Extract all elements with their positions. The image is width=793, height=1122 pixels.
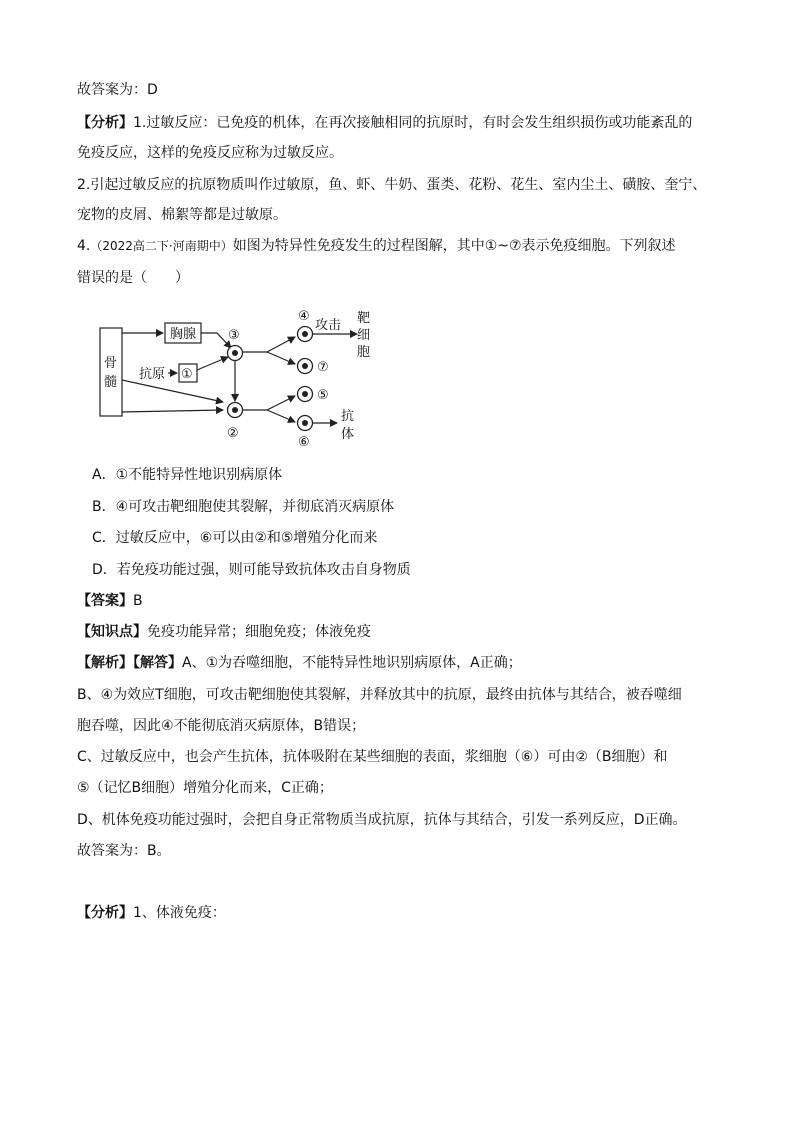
solution-a: A、①为吞噬细胞，不能特异性地识别病原体，A正确；: [182, 655, 522, 671]
option-b: B．④可攻击靶细胞使其裂解，并彻底消灭病原体: [92, 499, 395, 515]
bone-marrow-label-2: 髓: [104, 375, 118, 390]
cell-1-label: ①: [181, 367, 193, 382]
analysis-tag: 【分析】: [77, 115, 133, 131]
prev-analysis-line: [77, 113, 692, 133]
question-source: （2022高二下·河南期中）: [90, 239, 233, 253]
final-answer-line: 故答案为：B。: [77, 843, 171, 859]
knowledge-point-text: 免疫功能异常；细胞免疫；体液免疫: [147, 624, 371, 640]
analysis-line-b2: 胞吞噬，因此④不能彻底消灭病原体，B错误；: [77, 718, 366, 734]
analysis-line-4: 宠物的皮屑、棉絮等都是过敏原。: [77, 207, 287, 223]
prev-answer-line: 故答案为：D: [77, 82, 158, 98]
thymus-label: 胸腺: [170, 327, 197, 342]
bone-marrow-box: [100, 328, 122, 416]
answer-tag: 【答案】: [77, 593, 133, 609]
cell-4: [298, 327, 313, 342]
knowledge-point-tag: 【知识点】: [77, 624, 147, 640]
cell-7: [298, 359, 313, 374]
cell-2-label: ②: [227, 426, 239, 441]
antibody-label-1: 抗: [341, 409, 355, 424]
cell-7-label: ⑦: [317, 360, 329, 375]
cell-6-label: ⑥: [298, 435, 310, 450]
analysis-line-d: D、机体免疫功能过强时，会把自身正常物质当成抗原，抗体与其结合，引发一系列反应，D正确。: [77, 812, 687, 828]
target-cell-label-1: 靶: [357, 311, 371, 326]
antigen-label: 抗原: [139, 367, 166, 382]
next-analysis-text: 1、体液免疫：: [133, 905, 226, 921]
next-analysis-tag: 【分析】: [77, 905, 133, 921]
knowledge-point-line: [77, 622, 371, 642]
cell-4-label: ④: [298, 309, 310, 324]
analysis-line-2: 免疫反应，这样的免疫反应称为过敏反应。: [77, 145, 343, 161]
analysis-line-b1: B、④为效应T细胞，可攻击靶细胞使其裂解，并释放其中的抗原，最终由抗体与其结合，被吞噬细: [77, 687, 682, 703]
cell-6: [298, 416, 313, 431]
bone-marrow-label-1: 骨: [104, 356, 118, 371]
cell-3-label: ③: [228, 328, 240, 343]
question-number: 4.: [77, 238, 91, 254]
solution-tag: 【解析】【解答】: [77, 655, 182, 671]
target-cell-label-3: 胞: [357, 345, 371, 360]
antibody-label-2: 体: [341, 427, 355, 442]
analysis-line-c1: C、过敏反应中，也会产生抗体，抗体吸附在某些细胞的表面，浆细胞（⑥）可由②（B细胞）和: [77, 749, 668, 765]
analysis-line-c2: ⑤（记忆B细胞）增殖分化而来，C正确；: [77, 780, 333, 796]
question-text: 如图为特异性免疫发生的过程图解，其中①~⑦表示免疫细胞。下列叙述: [232, 238, 676, 254]
option-d: D．若免疫功能过强，则可能导致抗体攻击自身物质: [92, 562, 411, 578]
option-a: A．①不能特异性地识别病原体: [92, 467, 283, 483]
question-stem: [77, 236, 676, 256]
answer-value: B: [133, 593, 143, 609]
target-cell-label-2: 细: [357, 328, 371, 343]
attack-label: 攻击: [315, 318, 342, 333]
analysis-text: 1.过敏反应：已免疫的机体，在再次接触相同的抗原时，有时会发生组织损伤或功能紊乱的: [133, 115, 693, 131]
cell-5-label: ⑤: [317, 388, 329, 403]
cell-3: [228, 346, 243, 361]
answer-line: [77, 591, 143, 611]
analysis-line-a: [77, 653, 522, 673]
option-c: C．过敏反应中，⑥可以由②和⑤增殖分化而来: [92, 530, 378, 546]
immune-diagram: [95, 300, 385, 460]
question-stem-line2: 错误的是（ ）: [77, 270, 189, 286]
analysis-line-3: 2.引起过敏反应的抗原物质叫作过敏原，鱼、虾、牛奶、蛋类、花粉、花生、室内尘土、磺胺、奎宁、: [77, 177, 707, 193]
next-analysis-line: [77, 903, 226, 923]
cell-2: [228, 403, 243, 418]
cell-5: [298, 387, 313, 402]
